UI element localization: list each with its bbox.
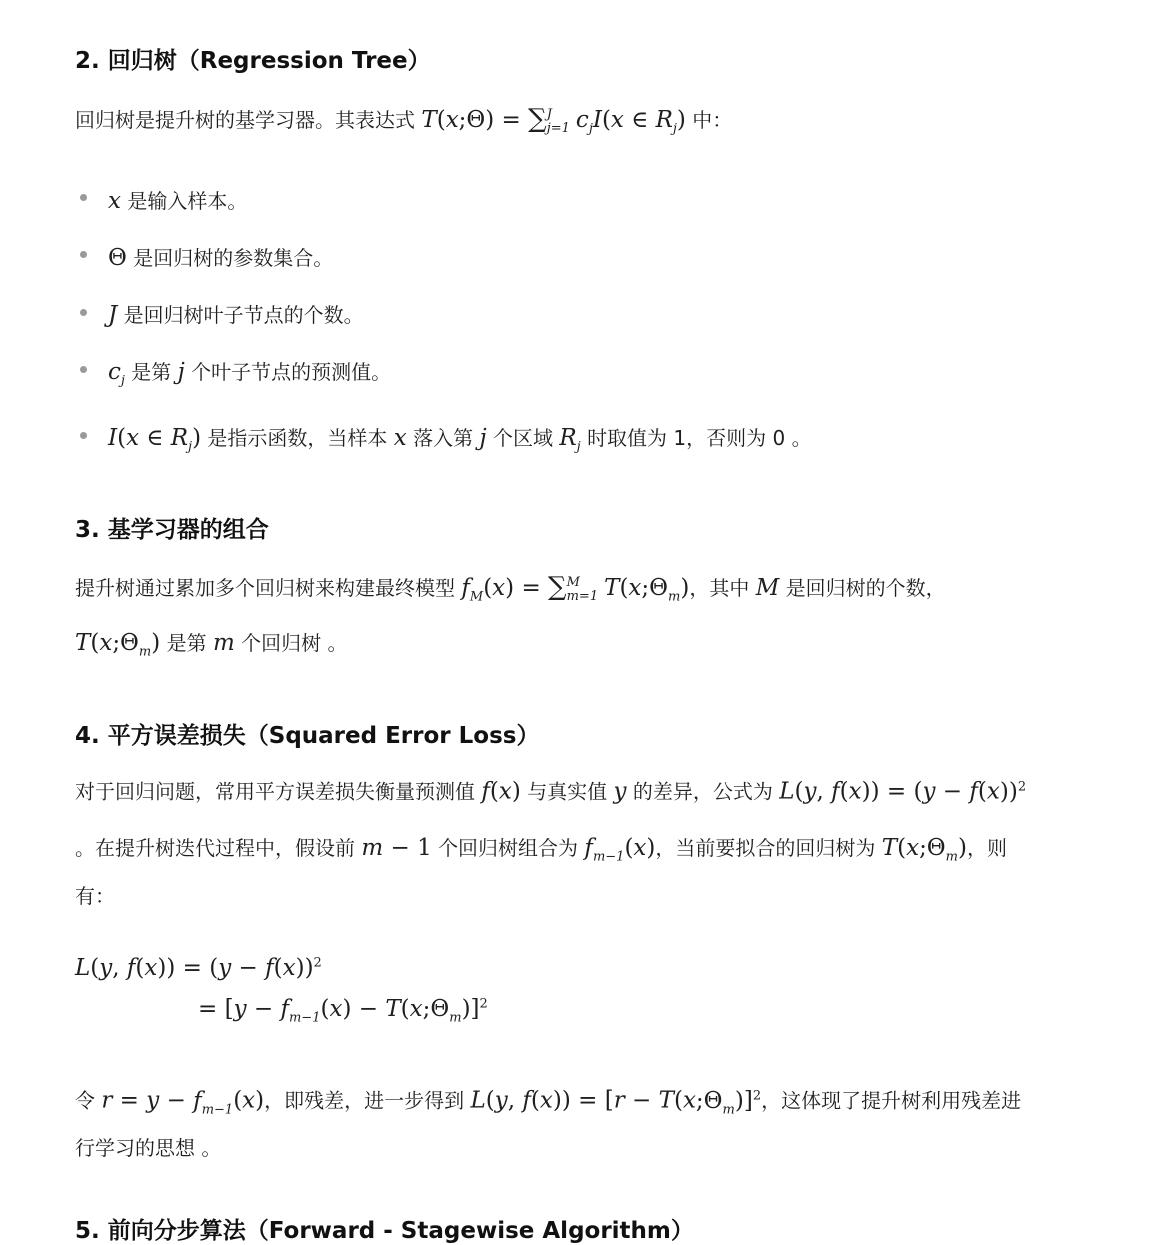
bullet-dot	[80, 366, 87, 373]
intro-text: 回归树是提升树的基学习器。其表达式	[75, 108, 415, 132]
bullet-dot	[80, 309, 87, 316]
section-3-heading: 3. 基学习器的组合	[75, 517, 269, 543]
section-2-intro: 回归树是提升树的基学习器。其表达式 T(x;Θ) = ∑ J j=1 $c_jI(x$ ∈ $R_j$) 中：	[75, 104, 733, 137]
formula-tree: T	[421, 107, 437, 133]
section-4-heading: 4. 平方误差损失（Squared Error Loss）	[75, 723, 540, 749]
list-item: J 是回归树叶子节点的个数。	[108, 302, 364, 328]
section-4-para-4: 令 $r = y - f_{m-1}(x)$，即残差，进一步得到 L(y, $f(x)) = [r - T(x;\Theta_m)]^2$，这体现了提升树利用残差进	[75, 1087, 1022, 1118]
section-2-heading: 2. 回归树（Regression Tree）	[75, 48, 431, 74]
display-equation-line-1: L(y, $f(x)) = (y - f(x))^2$	[75, 955, 322, 981]
section-4-para-1: 对于回归问题，常用平方误差损失衡量预测值 f(x) 与真实值 y 的差异，公式为 L(y, $f(x)) = (y - f(x))^2$	[75, 778, 1027, 805]
section-3-line-2: $T(x;\Theta_m)$ 是第 m 个回归树 。	[75, 630, 348, 660]
bullet-dot	[80, 251, 87, 258]
intro-suffix: 中：	[692, 108, 733, 132]
list-item: Θ 是回归树的参数集合。	[108, 245, 334, 271]
section-5-heading: 5. 前向分步算法（Forward - Stagewise Algorithm）	[75, 1218, 694, 1244]
display-equation-line-2: = [$y - f_{m-1}(x)$ − $T(x;\Theta_m)]^2$	[198, 996, 488, 1026]
bullet-dot	[80, 432, 87, 439]
section-4-para-3: 有：	[75, 884, 115, 908]
list-item: x 是输入样本。	[108, 188, 248, 214]
section-4-para-5: 行学习的思想 。	[75, 1136, 222, 1160]
list-item: I(x ∈ $R_j$) 是指示函数，当样本 x 落入第 j 个区域 $R_j$ 时取值为 1，否则为 0 。	[108, 425, 812, 455]
section-4-para-2: 。在提升树迭代过程中，假设前 m − 1 个回归树组合为 $f_{m-1}(x)$，当前要拟合的回归树为 $T(x;\Theta_m)$，则	[75, 835, 1007, 865]
list-item: $c_j$ 是第 j 个叶子节点的预测值。	[108, 359, 392, 389]
section-3-line-1: 提升树通过累加多个回归树来构建最终模型 $f_M(x)$ = ∑ M m=1 $T(x;\Theta_m)$，其中 M 是回归树的个数，	[75, 572, 946, 605]
bullet-dot	[80, 194, 87, 201]
